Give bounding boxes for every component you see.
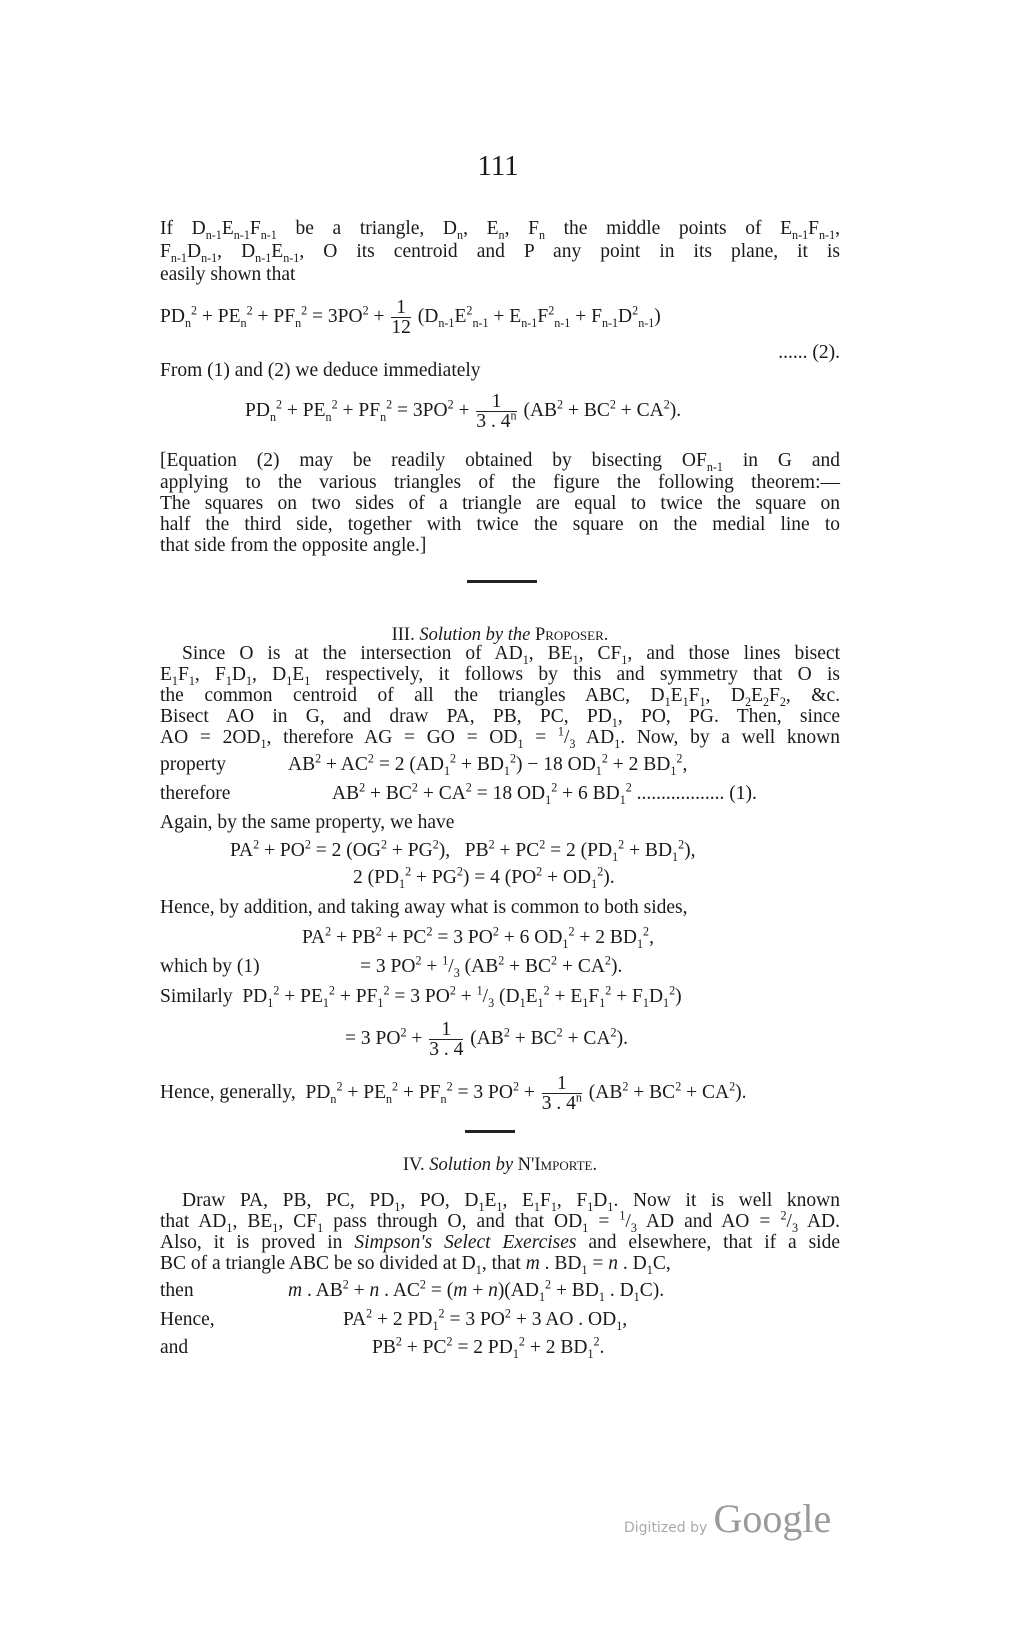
which-label: which by (1) <box>160 956 260 977</box>
numerator: 1 <box>429 1020 463 1040</box>
hence-label: Hence, <box>160 1309 215 1330</box>
equation: $PA^2 + PO^2 = 2$ $(OG^2 + PG^2)$, $PB^2 + PC^2 = 2$ $(PD_1^2 + BD_1^2)$, <box>230 837 696 864</box>
equation-1: $AB^2 + BC^2 + CA^2 = 18$ $OD_1^2 + 6$ $BD_1^2$ .................. (1). <box>332 780 757 807</box>
denominator: 12 <box>391 317 411 338</box>
property-label: property <box>160 754 227 775</box>
equation: $PA^2 + PB^2 + PC^2 = 3$ $PO^2 + 6$ $OD_1^2 + 2$ $BD_1^2$, <box>302 924 654 951</box>
equation: $PA^2 + 2$ $PD_1^2 = 3$ $PO^2 + 3$ AO . $OD_1$, <box>343 1306 628 1333</box>
paragraph-line: Since O is at the intersection of $AD_1$, $BE_1$, $CF_1$, and those lines bisect <box>182 643 840 667</box>
page-number: 111 <box>477 150 519 182</box>
equation-3 <box>245 392 925 431</box>
equation: m . $AB^2 + n$ . $AC^2 = (m + n)(AD_1^2 + BD_1$ . $D_1C$). <box>288 1277 665 1304</box>
denominator: 3 . 4 <box>429 1039 464 1060</box>
google-watermark <box>624 1495 831 1542</box>
paragraph-line: Bisect AO in G, and draw PA, PB, PC, $PD_1$, PO, PG. Then, since <box>160 706 841 730</box>
section-divider <box>465 1130 515 1133</box>
paragraph-line: Also, it is proved in Simpson's Select Exercises and elsewhere, that if a side <box>160 1232 841 1253</box>
paragraph-line: applying to the various triangles of the figure the following theorem:— <box>160 472 840 493</box>
section-label: Solution by <box>429 1155 514 1175</box>
equation-general <box>160 1074 840 1113</box>
eq-left: Hence, generally, $PD_n^2 + PE_n^2 + PF_n^2 = 3$ $PO^2$ + <box>160 1079 535 1106</box>
section-divider <box>467 580 537 583</box>
fraction <box>391 298 411 337</box>
denominator: 3 . 4$^n$ <box>476 408 517 432</box>
equation-2 <box>160 298 840 337</box>
section-author: N'Importe. <box>517 1155 598 1175</box>
fraction <box>476 392 516 431</box>
eq-left: = 3 $PO^2$ + <box>345 1025 423 1049</box>
eq-left: $PD_n^2 + PE_n^2 + PF_n^2 = 3PO^2$ + <box>245 397 470 424</box>
fraction <box>542 1074 582 1113</box>
section-number: IV. <box>402 1155 425 1175</box>
equation-tag: ...... (2). <box>778 342 840 363</box>
watermark-prefix: Digitized by <box>624 1520 708 1536</box>
paragraph-line: the common centroid of all the triangles ABC, $D_1E_1F_1$, $D_2E_2F_2$, &c. <box>160 685 840 709</box>
paragraph-line: BC of a triangle ABC be so divided at $D_1$, that m . $BD_1 = n$ . $D_1C$, <box>160 1253 671 1277</box>
equation: 2 $(PD_1^2 + PG^2) = 4$ $(PO^2 + OD_1^2)$. <box>353 864 615 891</box>
numerator: 1 <box>391 298 411 318</box>
section-number: III. <box>391 625 415 645</box>
paragraph-line: Draw PA, PB, PC, $PD_1$, PO, $D_1E_1$, $E_1F_1$, $F_1D_1$. Now it is well known <box>182 1190 840 1214</box>
google-logo: Google <box>713 1496 832 1541</box>
equation: = 3 $PO^2 + ^1/_3$ $(AB^2 + BC^2 + CA^2)$. <box>360 953 623 980</box>
eq-right: $(AB^2 + BC^2 + CA^2)$. <box>523 397 682 421</box>
section-label: Solution by the <box>419 625 531 645</box>
and-label: and <box>160 1337 189 1358</box>
paragraph-line: From (1) and (2) we deduce immediately <box>160 360 481 381</box>
equation <box>345 1020 628 1059</box>
paragraph-line: AO = $2OD_1$, therefore AG = GO = $OD_1 = ^1/_3$ $AD_1$. Now, by a well known <box>160 724 841 751</box>
paragraph-line: that $AD_1$, $BE_1$, $CF_1$ pass through O, and that $OD_1 = ^1/_3$ AD and AO = $^2/_3$ AD. <box>160 1208 840 1235</box>
denominator: 3 . 4$^n$ <box>541 1090 582 1114</box>
paragraph-line: [Equation (2) may be readily obtained by bisecting $OF_{n-1}$ in G and <box>160 450 841 474</box>
paragraph-line: $F_{n-1}D_{n-1}$, $D_{n-1}E_{n-1}$, O its centroid and P any point in its plane, it is <box>160 241 840 265</box>
paragraph-line: that side from the opposite angle.] <box>160 535 427 556</box>
eq-right: $(AB^2 + BC^2 + CA^2)$. <box>588 1079 747 1103</box>
therefore-label: therefore <box>160 783 231 804</box>
then-label: then <box>160 1280 194 1301</box>
paragraph-line: Again, by the same property, we have <box>160 812 455 833</box>
paragraph-line: half the third side, together with twice the square on the medial line to <box>160 514 840 535</box>
numerator: 1 <box>542 1074 582 1094</box>
eq-right: $(D_{n-1}E^2_{n-1} + E_{n-1}F^2_{n-1} + F_{n-1}D^2_{n-1})$ <box>417 303 661 330</box>
numerator: 1 <box>476 392 516 412</box>
eq-left: $PD_n^2 + PE_n^2 + PF_n^2 = 3PO^2$ + <box>160 303 385 330</box>
paragraph-line: The squares on two sides of a triangle are equal to twice the square on <box>160 493 840 514</box>
property-equation: $AB^2 + AC^2 = 2$ $(AD_1^2 + BD_1^2) - 18$ $OD_1^2 + 2$ $BD_1^2$, <box>288 751 688 778</box>
paragraph-line: easily shown that <box>160 264 296 285</box>
fraction <box>429 1020 463 1059</box>
paragraph-line: Hence, by addition, and taking away what is common to both sides, <box>160 897 688 918</box>
section-heading-4 <box>160 1155 840 1176</box>
section-author: Proposer. <box>534 625 609 645</box>
equation: $PB^2 + PC^2 = 2$ $PD_1^2 + 2$ $BD_1^2$. <box>372 1334 605 1361</box>
eq-right: $(AB^2 + BC^2 + CA^2)$. <box>470 1025 628 1049</box>
paragraph-line: $E_1F_1$, $F_1D_1$, $D_1E_1$ respectively, it follows by this and symmetry that O is <box>160 664 840 688</box>
equation: Similarly $PD_1^2 + PE_1^2 + PF_1^2 = 3$ $PO^2 + ^1/_3$ $(D_1E_1^2 + E_1F_1^2 + F_1D_1^2)$ <box>160 983 682 1010</box>
paragraph-line: If $D_{n-1}E_{n-1}F_{n-1}$ be a triangle, $D_n$, $E_n$, $F_n$ the middle points of $E_{n-1}F_{n-1}$, <box>160 218 840 242</box>
